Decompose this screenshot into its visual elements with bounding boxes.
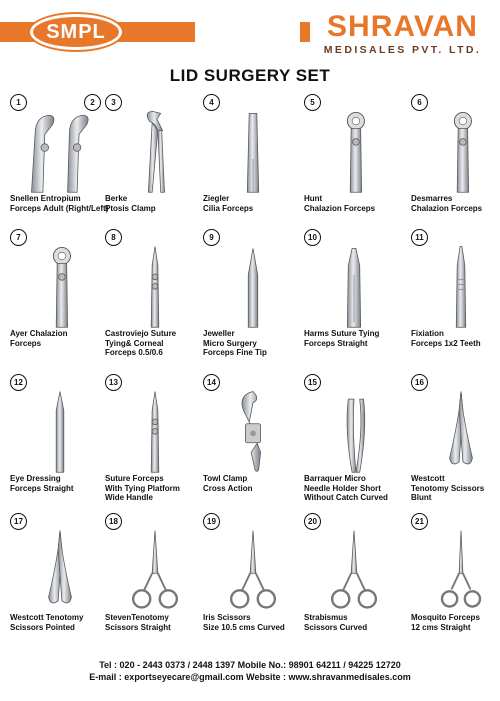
company-block: [310, 12, 495, 56]
suture-forceps-icon: [105, 382, 205, 477]
instrument-item: [411, 229, 500, 369]
instrument-item: [411, 374, 500, 514]
instrument-item: [10, 513, 110, 653]
item-label-line: Size 10.5 cms Curved: [203, 622, 285, 632]
item-label-line: Harms Suture Tying: [304, 329, 380, 338]
item-label: [411, 613, 500, 632]
item-number: 10: [304, 229, 321, 246]
header-band-accent: [300, 22, 310, 42]
chalazion-forceps-icon: [10, 237, 110, 332]
logo-text: SMPL: [46, 20, 106, 43]
item-label-line: Ptosis Clamp: [105, 203, 156, 213]
instrument-item: [203, 94, 303, 234]
footer-web: E-mail : exportseyecare@gmail.com Website : www.shravanmedisales.com: [89, 672, 411, 682]
item-label-line: 12 cms Straight: [411, 622, 471, 632]
towel-clamp-icon: [203, 382, 303, 477]
item-label-line: Forceps: [10, 338, 42, 348]
fixation-forceps-icon: [411, 237, 500, 332]
item-label-line: Cilia Forceps: [203, 203, 254, 213]
suture-forceps-icon: [105, 237, 205, 332]
item-label-line: Scissors Straight: [105, 622, 171, 632]
entropium-clamp-icon: [10, 102, 110, 197]
item-number: 15: [304, 374, 321, 391]
instrument-item: [10, 374, 110, 514]
instrument-item: [203, 374, 303, 514]
dressing-forceps-icon: [10, 382, 110, 477]
item-number: 6: [411, 94, 428, 111]
item-label-line: Strabismus: [304, 613, 348, 622]
item-label: [105, 474, 217, 503]
item-label-line: Micro Surgery: [203, 338, 257, 348]
item-number: 4: [203, 94, 220, 111]
ptosis-clamp-icon: [105, 102, 205, 197]
item-label: [203, 613, 315, 632]
company-subtitle: MEDISALES PVT. LTD.: [323, 44, 482, 56]
item-number: 9: [203, 229, 220, 246]
item-label-line: Forceps Adult (Right/Left): [10, 203, 109, 213]
item-label: [203, 329, 315, 358]
item-label: [203, 194, 315, 213]
item-label-line: Desmarres: [411, 194, 453, 203]
instrument-item: [203, 229, 303, 369]
item-label-line: Westcott Tenotomy: [10, 613, 84, 622]
scissors-icon: [105, 521, 205, 616]
item-label-line: Westcott: [411, 474, 445, 483]
item-label-line: Cross Action: [203, 483, 253, 493]
item-label-line: Hunt: [304, 194, 323, 203]
tying-forceps-icon: [304, 237, 404, 332]
item-label-line: Castroviejo Suture: [105, 329, 177, 338]
item-label-line: With Tying Platform: [105, 483, 180, 493]
instrument-item: [105, 229, 205, 369]
item-number: 16: [411, 374, 428, 391]
footer: [0, 659, 500, 683]
instrument-item: [411, 94, 500, 234]
item-number: 19: [203, 513, 220, 530]
footer-contact: Tel : 020 - 2443 0373 / 2448 1397 Mobile No.: 98901 64211 / 94225 12720: [99, 660, 401, 670]
item-label: [105, 613, 217, 632]
item-number: 1: [10, 94, 27, 111]
instrument-item: [10, 94, 110, 234]
item-label: [203, 474, 315, 493]
item-label-line: Eye Dressing: [10, 474, 61, 483]
item-number: 3: [105, 94, 122, 111]
fine-forceps-icon: [203, 237, 303, 332]
item-label-line: Tenotomy Scissors: [411, 483, 485, 493]
item-label-line: Forceps 1x2 Teeth: [411, 338, 481, 348]
instrument-item: [304, 229, 404, 369]
item-number: 7: [10, 229, 27, 246]
item-number: 18: [105, 513, 122, 530]
item-label: [304, 474, 416, 503]
item-label-line: Chalazion Forceps: [304, 203, 376, 213]
item-number: 21: [411, 513, 428, 530]
item-label: [304, 194, 416, 213]
item-label-line: Wide Handle: [105, 493, 153, 502]
item-number: 8: [105, 229, 122, 246]
instrument-item: [304, 513, 404, 653]
item-label-line: Ayer Chalazion: [10, 329, 68, 338]
page-title: LID SURGERY SET: [169, 66, 331, 85]
instrument-item: [105, 513, 205, 653]
item-label-line: Barraquer Micro: [304, 474, 366, 483]
item-label-line: Needle Holder Short: [304, 483, 381, 493]
spring-scissors-icon: [411, 382, 500, 477]
item-label-line: StevenTenotomy: [105, 613, 169, 622]
item-label: [411, 329, 500, 348]
item-label: [411, 194, 500, 213]
instrument-item: [105, 94, 205, 234]
spring-scissors-icon: [10, 521, 110, 616]
item-label-line: Chalazion Forceps: [411, 203, 483, 213]
item-number: 13: [105, 374, 122, 391]
item-label-line: Tying& Corneal: [105, 338, 164, 348]
item-number: 5: [304, 94, 321, 111]
instrument-item: [304, 374, 404, 514]
chalazion-forceps-icon: [304, 102, 404, 197]
scissors-icon: [203, 521, 303, 616]
instrument-item: [304, 94, 404, 234]
item-number: 17: [10, 513, 27, 530]
item-label: [304, 613, 416, 632]
item-label-line: Ziegler: [203, 194, 230, 203]
item-label-line: Mosquito Forceps: [411, 613, 480, 622]
item-number: 2: [84, 94, 101, 111]
instrument-item: [203, 513, 303, 653]
item-label-line: Forceps Straight: [304, 338, 368, 348]
item-label: [105, 329, 217, 358]
item-label-line: Towl Clamp: [203, 474, 248, 483]
item-label-line: Forceps Fine Tip: [203, 348, 267, 357]
item-label-line: Forceps 0.5/0.6: [105, 348, 163, 357]
item-label-line: Fixiation: [411, 329, 444, 338]
item-label-line: Jeweller: [203, 329, 235, 338]
instrument-item: [10, 229, 110, 369]
item-number: 11: [411, 229, 428, 246]
item-number: 14: [203, 374, 220, 391]
instrument-item: [105, 374, 205, 514]
item-label-line: Scissors Curved: [304, 622, 368, 632]
item-label-line: Suture Forceps: [105, 474, 164, 483]
chalazion-forceps-icon: [411, 102, 500, 197]
item-label: [304, 329, 416, 348]
logo: [30, 14, 122, 50]
needle-holder-icon: [304, 382, 404, 477]
instrument-item: [411, 513, 500, 653]
item-label-line: Forceps Straight: [10, 483, 74, 493]
header: [0, 0, 500, 60]
scissors-icon: [304, 521, 404, 616]
company-name: SHRAVAN: [327, 10, 478, 43]
item-label: [411, 474, 500, 503]
mosquito-forceps-icon: [411, 521, 500, 616]
item-label-line: Blunt: [411, 493, 432, 502]
cilia-forceps-icon: [203, 102, 303, 197]
item-label-line: Iris Scissors: [203, 613, 251, 622]
item-label-line: Without Catch Curved: [304, 493, 388, 502]
item-label-line: Berke: [105, 194, 128, 203]
item-label-line: Snellen Entropium: [10, 194, 81, 203]
item-number: 12: [10, 374, 27, 391]
item-number: 20: [304, 513, 321, 530]
item-label-line: Scissors Pointed: [10, 622, 75, 632]
item-label: [105, 194, 217, 213]
